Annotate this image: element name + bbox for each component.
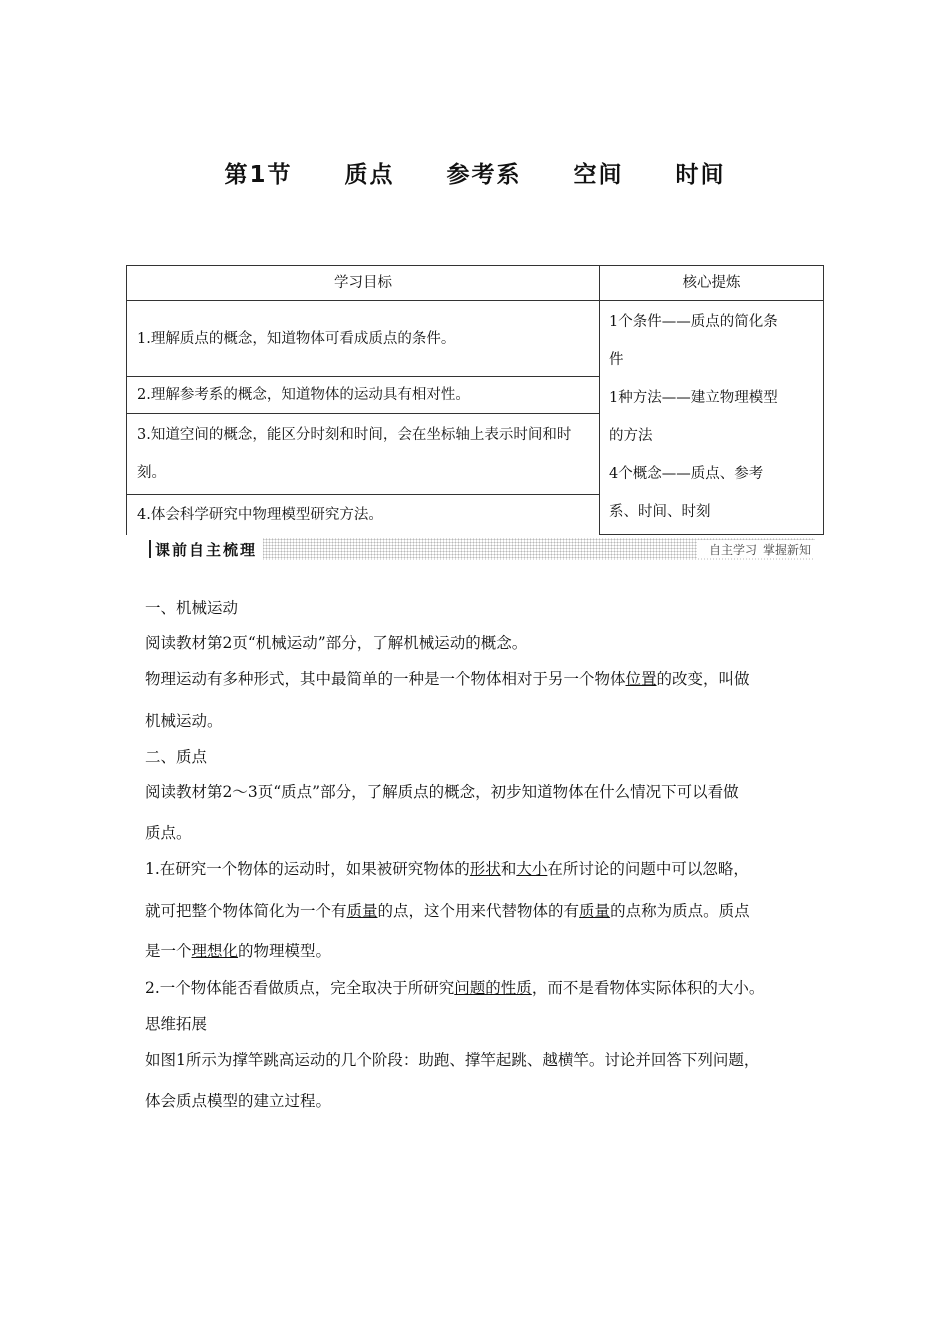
p4-text-c: 在所讨论的问题中可以忽略，	[547, 860, 749, 878]
p2-underlined: 位置	[625, 670, 657, 688]
heading-particle	[145, 745, 820, 767]
page-title	[0, 156, 950, 189]
section-banner	[145, 538, 815, 560]
p6-text-a: 是一个	[145, 942, 192, 960]
banner-tag-2: 掌握新知	[762, 542, 811, 557]
banner-bar-icon	[149, 540, 151, 558]
paragraph-6	[145, 939, 820, 961]
header-learning-goals: 学习目标	[126, 265, 600, 301]
heading-3-text: 思维拓展	[145, 1015, 208, 1033]
summary-line-4: 的方法	[609, 428, 653, 444]
section-banner-title	[145, 538, 263, 560]
title-section-number: 第1节	[224, 162, 293, 188]
heading-1-text: 一、机械运动	[145, 599, 239, 617]
paragraph-3-line-1	[145, 780, 820, 802]
summary-text	[609, 303, 821, 531]
p6-text-b: 的物理模型。	[238, 942, 332, 960]
paragraph-4	[145, 857, 820, 879]
p6-underlined: 理想化	[191, 942, 239, 960]
title-topic-2: 参考系	[446, 162, 522, 188]
p4-text-b: 和	[500, 860, 517, 878]
summary-line-6: 系、时间、时刻	[609, 504, 711, 520]
p5-text-b: 的点，这个用来代替物体的有	[377, 902, 580, 920]
section-banner-subtitle	[697, 540, 815, 558]
goal-text-1: 1.理解质点的概念，知道物体可看成质点的条件。	[137, 330, 456, 347]
goal-row-1	[126, 300, 600, 377]
paragraph-3-line-2	[145, 821, 820, 843]
p7-underlined: 问题的性质	[454, 979, 532, 997]
heading-2-text: 二、质点	[145, 748, 208, 766]
summary-line-5: 4个概念——质点、参考	[609, 466, 764, 482]
p5-text-c: 的点称为质点。质点	[610, 902, 750, 920]
summary-line-1: 1个条件——质点的简化条	[609, 314, 778, 330]
p3-text-a: 阅读教材第2～3页“质点”部分，了解质点的概念，初步知道物体在什么情况下可以看做	[145, 783, 739, 801]
p5-underlined-2: 质量	[579, 902, 611, 920]
goal-row-4	[126, 494, 600, 535]
paragraph-8-line-2	[145, 1089, 820, 1111]
p4-text-a: 1.在研究一个物体的运动时，如果被研究物体的	[145, 860, 470, 878]
paragraph-5	[145, 899, 820, 921]
heading-thinking-extension	[145, 1012, 820, 1034]
paragraph-7	[145, 976, 820, 998]
goal-text-2: 2.理解参考系的概念，知道物体的运动具有相对性。	[137, 387, 470, 403]
p5-underlined-1: 质量	[346, 902, 378, 920]
paragraph-1	[145, 631, 820, 653]
summary-line-3: 1种方法——建立物理模型	[609, 390, 778, 406]
paragraph-8-line-1	[145, 1048, 820, 1070]
heading-mechanical-motion	[145, 596, 820, 618]
goal-row-2	[126, 376, 600, 414]
title-topic-3: 空间	[573, 162, 624, 188]
p7-text-a: 2.一个物体能否看做质点，完全取决于所研究	[145, 979, 455, 997]
p4-underlined-1: 形状	[469, 860, 501, 878]
title-topic-1: 质点	[344, 162, 395, 188]
header-core-summary: 核心提炼	[599, 265, 824, 301]
paragraph-2-line-2	[145, 709, 820, 731]
goal-text-3: 3.知道空间的概念，能区分时刻和时间，会在坐标轴上表示时间和时刻。	[137, 427, 572, 481]
objectives-table	[126, 265, 824, 535]
section-banner-label: 课前自主梳理	[155, 540, 258, 559]
p2-text-b: 的改变，叫做	[656, 670, 750, 688]
summary-line-2: 件	[609, 352, 624, 368]
paragraph-1-text: 阅读教材第2页“机械运动”部分，了解机械运动的概念。	[145, 634, 528, 652]
goal-text-4: 4.体会科学研究中物理模型研究方法。	[137, 507, 383, 523]
p8-text-b: 体会质点模型的建立过程。	[145, 1092, 332, 1110]
p3-text-b: 质点。	[145, 824, 192, 842]
p2-text-a: 物理运动有多种形式，其中最简单的一种是一个物体相对于另一个物体	[145, 670, 626, 688]
banner-tag-1: 自主学习	[708, 542, 757, 557]
paragraph-2-line-1	[145, 667, 820, 689]
p7-text-b: ，而不是看物体实际体积的大小。	[531, 979, 765, 997]
p2-text-c: 机械运动。	[145, 712, 223, 730]
p5-text-a: 就可把整个物体简化为一个有	[145, 902, 347, 920]
p8-text-a: 如图1所示为撑竿跳高运动的几个阶段：助跑、撑竿起跳、越横竿。讨论并回答下列问题，	[145, 1051, 760, 1069]
goal-row-3	[126, 413, 600, 495]
title-topic-4: 时间	[675, 162, 726, 188]
p4-underlined-2: 大小	[516, 860, 548, 878]
